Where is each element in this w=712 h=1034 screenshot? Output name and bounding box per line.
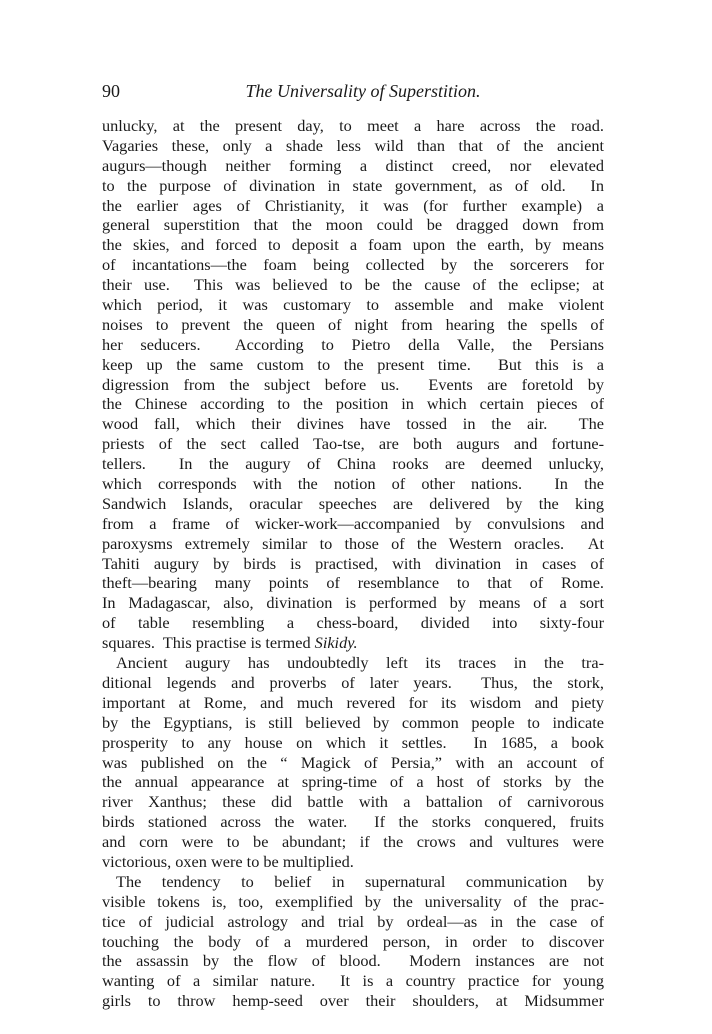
text-line-content: The tendency to belief in supernatural communication by [116, 871, 604, 891]
text-line [102, 414, 604, 434]
text-line [102, 494, 604, 514]
text-line-content: of incantations—the foam being collected by the sorcerers for [102, 255, 604, 275]
text-line-content: important at Rome, and much revered for its wisdom and piety [102, 692, 604, 712]
text-line [102, 633, 604, 653]
text-line [102, 792, 604, 812]
text-line-content: which corresponds with the notion of other nations. In the [102, 474, 604, 494]
text-line-content: and corn were to be abundant; if the crows and vultures were [102, 832, 604, 852]
text-line-content: wood fall, which their divines have tossed in the air. The [102, 414, 604, 434]
text-line [102, 653, 604, 673]
text-line [102, 971, 604, 991]
text-line-content: the annual appearance at spring-time of a host of storks by the [102, 772, 604, 792]
text-line-content: girls to throw hemp-seed over their shoulders, at Midsummer [102, 991, 604, 1011]
text-line-content: from a frame of wicker-work—accompanied by convulsions and [102, 513, 604, 533]
text-line-content: the Chinese according to the position in which certain pieces of [102, 394, 604, 414]
text-line-content: general superstition that the moon could be dragged down from [102, 215, 604, 235]
text-line-content: paroxysms extremely similar to those of the Western oracles. At [102, 533, 604, 553]
text-line-content: tellers. In the augury of China rooks are deemed unlucky, [102, 454, 604, 474]
text-line-content: victorious, oxen were to be multiplied. [102, 851, 354, 871]
text-line [102, 673, 604, 693]
running-title: The Universality of Superstition. [245, 81, 481, 101]
text-line [102, 375, 604, 395]
text-line [102, 613, 604, 633]
text-line [102, 713, 604, 733]
text-line [102, 733, 604, 753]
text-line [102, 912, 604, 932]
text-line [102, 156, 604, 176]
text-line [102, 196, 604, 216]
text-line [102, 514, 604, 534]
text-line-content: of table resembling a chess-board, divided into sixty-four [102, 613, 604, 633]
text-line-content: augurs—though neither forming a distinct creed, nor elevated [102, 155, 604, 175]
text-line-content: unlucky, at the present day, to meet a hare across the road. [102, 116, 604, 135]
text-line-content: Tahiti augury by birds is practised, with divination in cases of [102, 553, 604, 573]
text-line [102, 355, 604, 375]
text-line [102, 772, 604, 792]
text-line [102, 932, 604, 952]
text-line-content: their use. This was believed to be the cause of the eclipse; at [102, 275, 604, 295]
text-line [102, 693, 604, 713]
text-line-content: tice of judicial astrology and trial by ordeal—as in the case of [102, 911, 604, 931]
text-line [102, 812, 604, 832]
text-line-content: river Xanthus; these did battle with a battalion of carnivorous [102, 792, 604, 812]
text-line [102, 255, 604, 275]
text-line [102, 991, 604, 1011]
text-line-content: the assassin by the flow of blood. Modern instances are not [102, 951, 604, 971]
text-line [102, 434, 604, 454]
text-line [102, 136, 604, 156]
text-line-content: digression from the subject before us. Events are foretold by [102, 374, 604, 394]
text-line-content: to the purpose of divination in state government, as of old. In [102, 175, 604, 195]
text-line [102, 315, 604, 335]
text-line [102, 951, 604, 971]
text-line [102, 295, 604, 315]
text-line [102, 215, 604, 235]
running-head [102, 80, 604, 106]
text-line-content: which period, it was customary to assemble and make violent [102, 295, 604, 315]
text-line-content: birds stationed across the water. If the storks conquered, fruits [102, 812, 604, 832]
text-line-content: visible tokens is, too, exemplified by the universality of the prac- [102, 891, 604, 911]
text-line-content: her seducers. According to Pietro della Valle, the Persians [102, 334, 604, 354]
text-line [102, 275, 604, 295]
book-page [102, 80, 604, 1011]
text-line [102, 554, 604, 574]
text-line [102, 753, 604, 773]
text-line [102, 534, 604, 554]
page-number: 90 [102, 81, 120, 101]
text-line-content: Ancient augury has undoubtedly left its traces in the tra- [116, 653, 604, 673]
text-line [102, 116, 604, 136]
text-line [102, 176, 604, 196]
text-line-content: Sandwich Islands, oracular speeches are delivered by the king [102, 493, 604, 513]
text-line [102, 335, 604, 355]
text-line [102, 474, 604, 494]
text-line-content: ditional legends and proverbs of later years. Thus, the stork, [102, 672, 604, 692]
italic-term: Sikidy. [314, 633, 358, 653]
text-line-content: the skies, and forced to deposit a foam upon the earth, by means [102, 235, 604, 255]
text-line [102, 235, 604, 255]
text-line [102, 892, 604, 912]
text-line-content: the earlier ages of Christianity, it was (for further example) a [102, 195, 604, 215]
text-line-content: In Madagascar, also, divination is performed by means of a sort [102, 593, 604, 613]
text-line-content: wanting of a similar nature. It is a country practice for young [102, 971, 604, 991]
text-line [102, 852, 604, 872]
text-line-content: prosperity to any house on which it settles. In 1685, a book [102, 732, 604, 752]
text-line-content: keep up the same custom to the present time. But this is a [102, 354, 604, 374]
text-line [102, 872, 604, 892]
text-line [102, 454, 604, 474]
text-line-content: squares. This practise is termed [102, 633, 315, 653]
text-line-content: noises to prevent the queen of night from hearing the spells of [102, 314, 604, 334]
text-line-content: theft—bearing many points of resemblance to that of Rome. [102, 573, 604, 593]
text-line [102, 573, 604, 593]
text-line [102, 593, 604, 613]
text-line-content: touching the body of a murdered person, in order to discover [102, 931, 604, 951]
text-line [102, 832, 604, 852]
body-text [102, 116, 604, 1011]
text-line-content: priests of the sect called Tao-tse, are both augurs and fortune- [102, 434, 604, 454]
text-line-content: Vagaries these, only a shade less wild than that of the ancient [102, 135, 604, 155]
text-line-content: by the Egyptians, is still believed by common people to indicate [102, 712, 604, 732]
text-line [102, 394, 604, 414]
text-line-content: was published on the “ Magick of Persia,” with an account of [102, 752, 604, 772]
